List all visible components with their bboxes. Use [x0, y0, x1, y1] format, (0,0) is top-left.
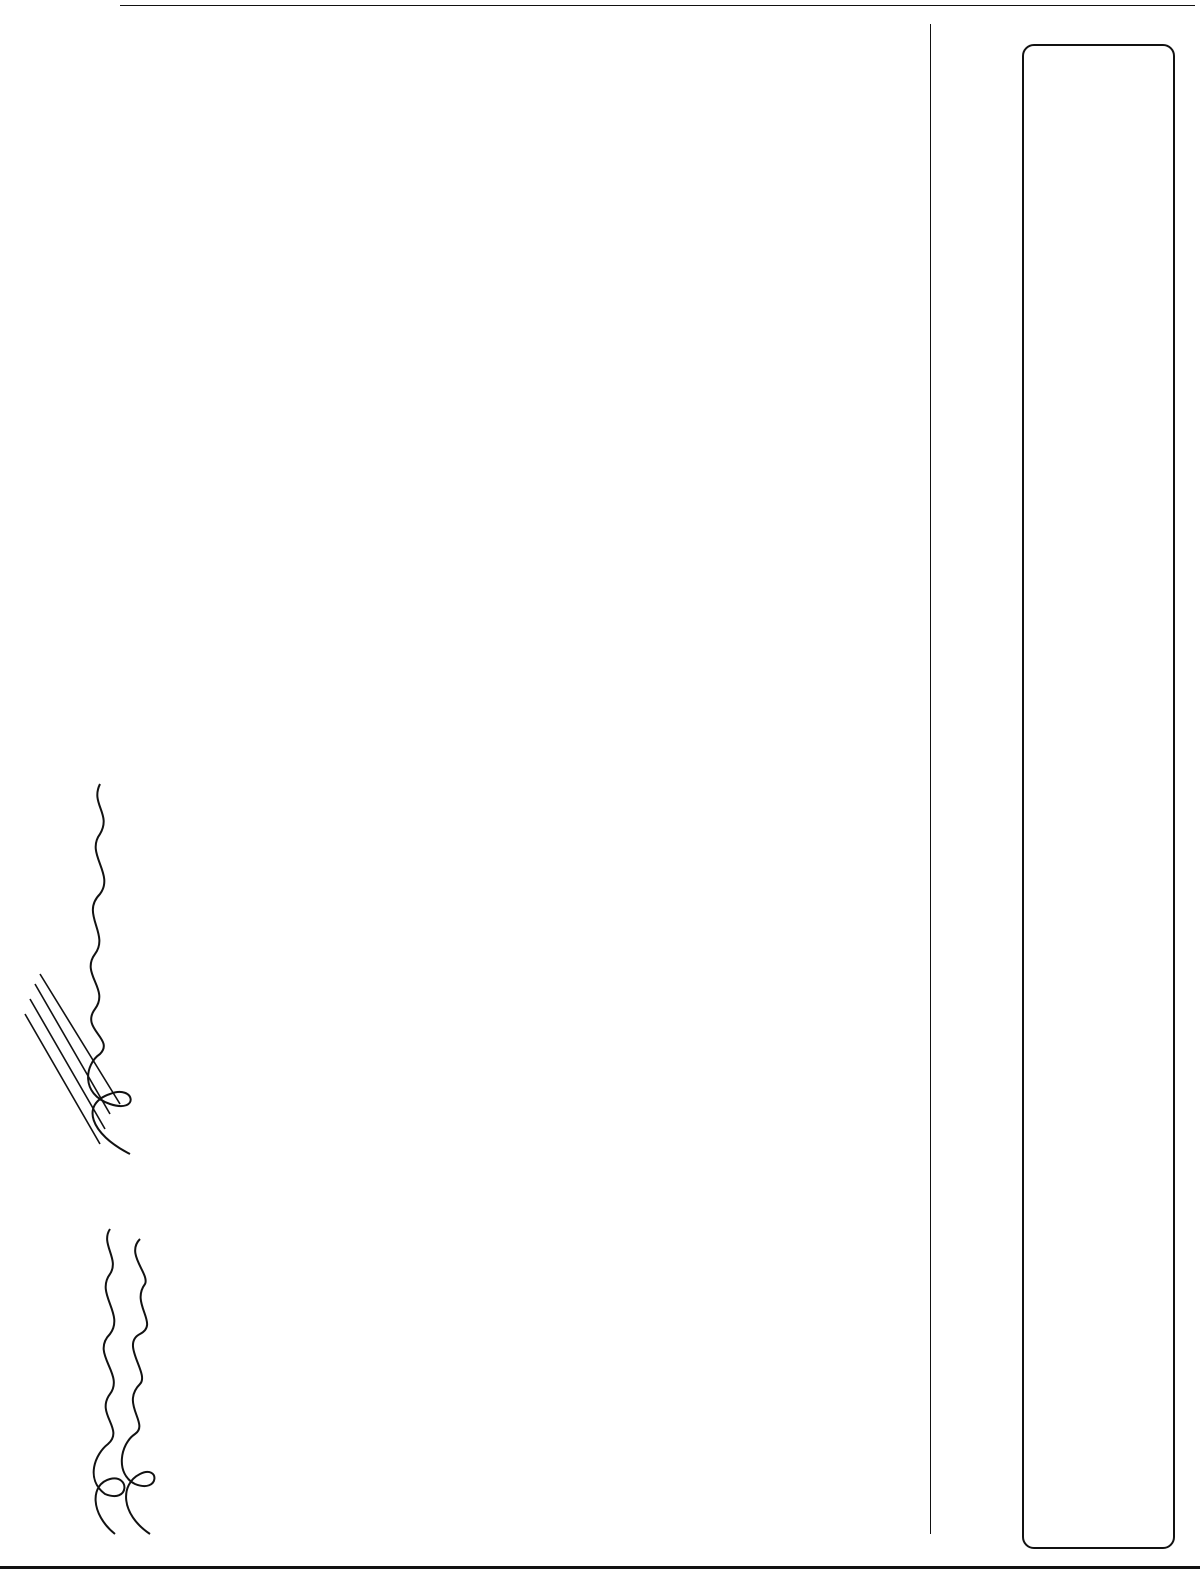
handwritten-signatures	[0, 674, 160, 1574]
header-rule	[930, 24, 931, 1534]
report-header-box	[1022, 44, 1175, 1549]
